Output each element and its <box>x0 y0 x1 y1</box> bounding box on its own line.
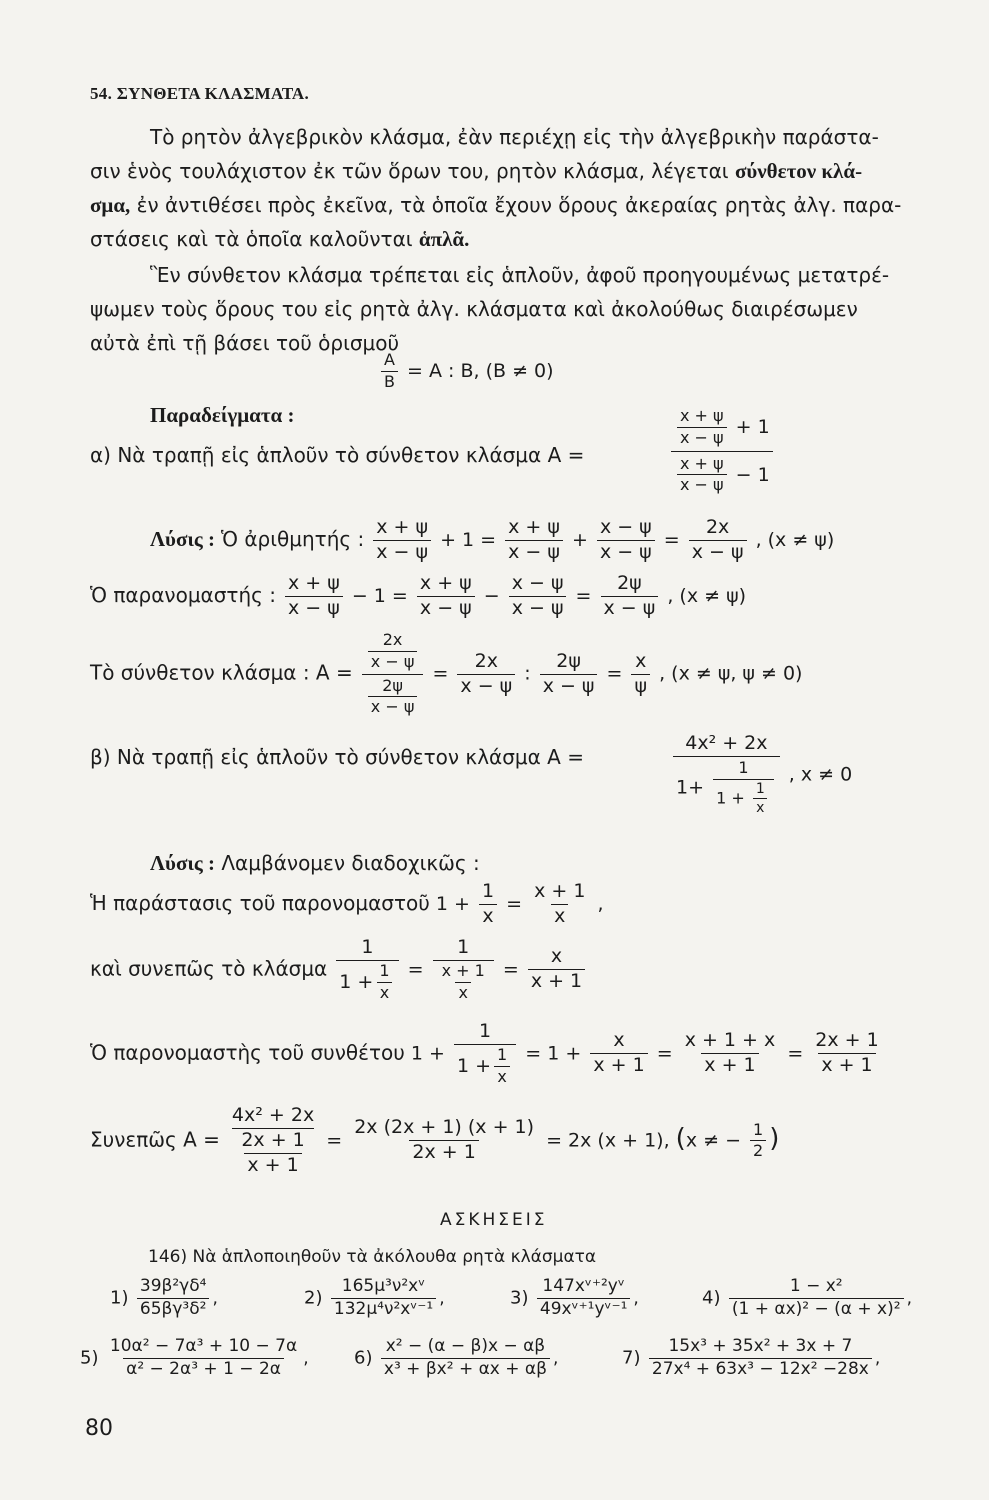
intro-line-7: αὐτὰ ἐπὶ τῇ βάσει τοῦ ὁρισμοῦ <box>90 331 400 355</box>
intro-line-2: σιν ἑνὸς τουλάχιστον ἐκ τῶν ὅρων του, ρητὸν κλάσμα, λέγεται σύνθετον κλά- <box>90 159 863 183</box>
page-number: 80 <box>85 1416 113 1441</box>
example-b-line-3: Ὁ παρονομαστὴς τοῦ συνθέτου 1 + 1 1 + $\frac{1}{x}$ = 1 + $\frac{x}{x + 1}$ = $\frac{x + 1 + x}{x + 1}$ = $\frac{2x + 1}{x + 1}$ <box>90 1020 879 1086</box>
exercise-item: 5) $\frac{\text{10α² − 7α³ + 10 − 7α}}{\text{α² − 2α³ + 1 − 2α}}$ , <box>80 1336 309 1379</box>
example-a-composite-fraction: $\frac{x + \psi}{x - \psi}$ + 1 $\frac{x + \psi}{x - \psi}$ − 1 <box>668 408 776 494</box>
example-b-composite-fraction: 4x² + 2x 1+ 1 1 + $\frac{1}{x}$ , x ≠ 0 <box>670 734 852 816</box>
example-a-numerator-line: Λύσις : Ὁ ἀριθμητής : $\frac{x + \psi}{x - \psi}$ + 1 = $\frac{x + \psi}{x - \psi}$ + $\frac{x - \psi}{x - \psi}$ = $\frac{2x}{x - \psi}$ , (x ≠ ψ) <box>150 516 835 563</box>
example-a-composite-line: Τὸ σύνθετον κλάσμα : A = $\frac{\frac{2x}{x - \psi}}{\frac{2\psi}{x - \psi}}$ = $\frac{2x}{x - \psi}$ : $\frac{2\psi}{x - \psi}$ = $\frac{x}{\psi}$ , (x ≠ ψ, ψ ≠ 0) <box>90 630 803 717</box>
intro-line-1: Τὸ ρητὸν ἀλγεβρικὸν κλάσμα, ἐὰν περιέχῃ εἰς τὴν ἀλγεβρικὴν παράστα- <box>150 125 879 149</box>
examples-label: Παραδείγματα : <box>150 403 295 427</box>
intro-line-5: Ἓν σύνθετον κλάσμα τρέπεται εἰς ἁπλοῦν, ἀφοῦ προηγουμένως μετατρέ- <box>150 263 890 287</box>
section-title: 54. ΣΥΝΘΕΤΑ ΚΛΑΣΜΑΤΑ. <box>90 84 309 103</box>
exercise-item: 1) $\frac{\text{39β²γδ⁴}}{\text{65βγ³δ²}}$ , <box>110 1276 218 1319</box>
exercises-heading: ΑΣΚΗΣΕΙΣ <box>440 1210 548 1230</box>
intro-line-4: στάσεις καὶ τὰ ὁποῖα καλοῦνται ἁπλᾶ. <box>90 227 470 251</box>
example-b-statement: β) Νὰ τραπῇ εἰς ἁπλοῦν τὸ σύνθετον κλάσμα A = <box>90 745 584 769</box>
exercise-item: 6) $\frac{\text{x² − (α − β)x − αβ}}{\text{x³ + βx² + αx + αβ}}$ , <box>354 1336 559 1379</box>
term-simple: ἁπλᾶ. <box>418 227 470 251</box>
example-b-solution-intro: Λύσις : Λαμβάνομεν διαδοχικῶς : <box>150 851 480 875</box>
example-a-denominator-line: Ὁ παρανομαστής : $\frac{x + \psi}{x - \psi}$ − 1 = $\frac{x + \psi}{x - \psi}$ − $\frac{x - \psi}{x - \psi}$ = $\frac{2\psi}{x - \psi}$ , (x ≠ ψ) <box>90 572 747 619</box>
example-b-line-1: Ἡ παράστασις τοῦ παρονομαστοῦ 1 + $\frac{1}{x}$ = $\frac{x + 1}{x}$ , <box>90 880 604 927</box>
intro-line-3: σμα, ἐν ἀντιθέσει πρὸς ἐκεῖνα, τὰ ὁποῖα ἔχουν ὅρους ἀκεραίας ρητὰς ἀλγ. παρα- <box>90 193 902 217</box>
exercise-item: 4) $\frac{\text{1 − x²}}{\text{(1 + αx)² − (α + x)²}}$ , <box>702 1276 912 1319</box>
example-b-line-2: καὶ συνεπῶς τὸ κλάσμα 1 1 + $\frac{1}{x}$ = $\frac{1}{\frac{x + 1}{x}}$ = $\frac{x}{x + 1}$ <box>90 938 588 1002</box>
example-a-statement: α) Νὰ τραπῇ εἰς ἁπλοῦν τὸ σύνθετον κλάσμα A = <box>90 443 585 467</box>
exercises-intro: 146) Νὰ ἁπλοποιηθοῦν τὰ ἀκόλουθα ρητὰ κλάσματα <box>148 1247 597 1267</box>
term-composite: σύνθετον κλά- <box>734 159 863 183</box>
exercise-item: 2) $\frac{\text{165μ³ν²xᵛ}}{\text{132μ⁴ν²xᵛ⁻¹}}$ , <box>304 1276 445 1319</box>
exercise-item: 3) $\frac{\text{147xᵛ⁺²yᵛ}}{\text{49xᵛ⁺¹yᵛ⁻¹}}$ , <box>510 1276 639 1319</box>
intro-line-6: ψωμεν τοὺς ὅρους του εἰς ρητὰ ἀλγ. κλάσματα καὶ ἀκολούθως διαιρέσωμεν <box>90 297 858 321</box>
example-b-line-4: Συνεπῶς A = $\frac{\text{4x² + 2x}}{\frac{2x + 1}{x + 1}}$ = $\frac{2x (2x + 1) (x + 1)}{2x + 1}$ = 2x (x + 1), (x ≠ − $\frac{1}{2}$ ) <box>90 1104 780 1176</box>
exercise-item: 7) $\frac{\text{15x³ + 35x² + 3x + 7}}{\text{27x⁴ + 63x³ − 12x² −28x}}$ , <box>622 1336 881 1379</box>
division-rule: $\frac{A}{B}$ = A : B, (B ≠ 0) <box>378 352 554 391</box>
